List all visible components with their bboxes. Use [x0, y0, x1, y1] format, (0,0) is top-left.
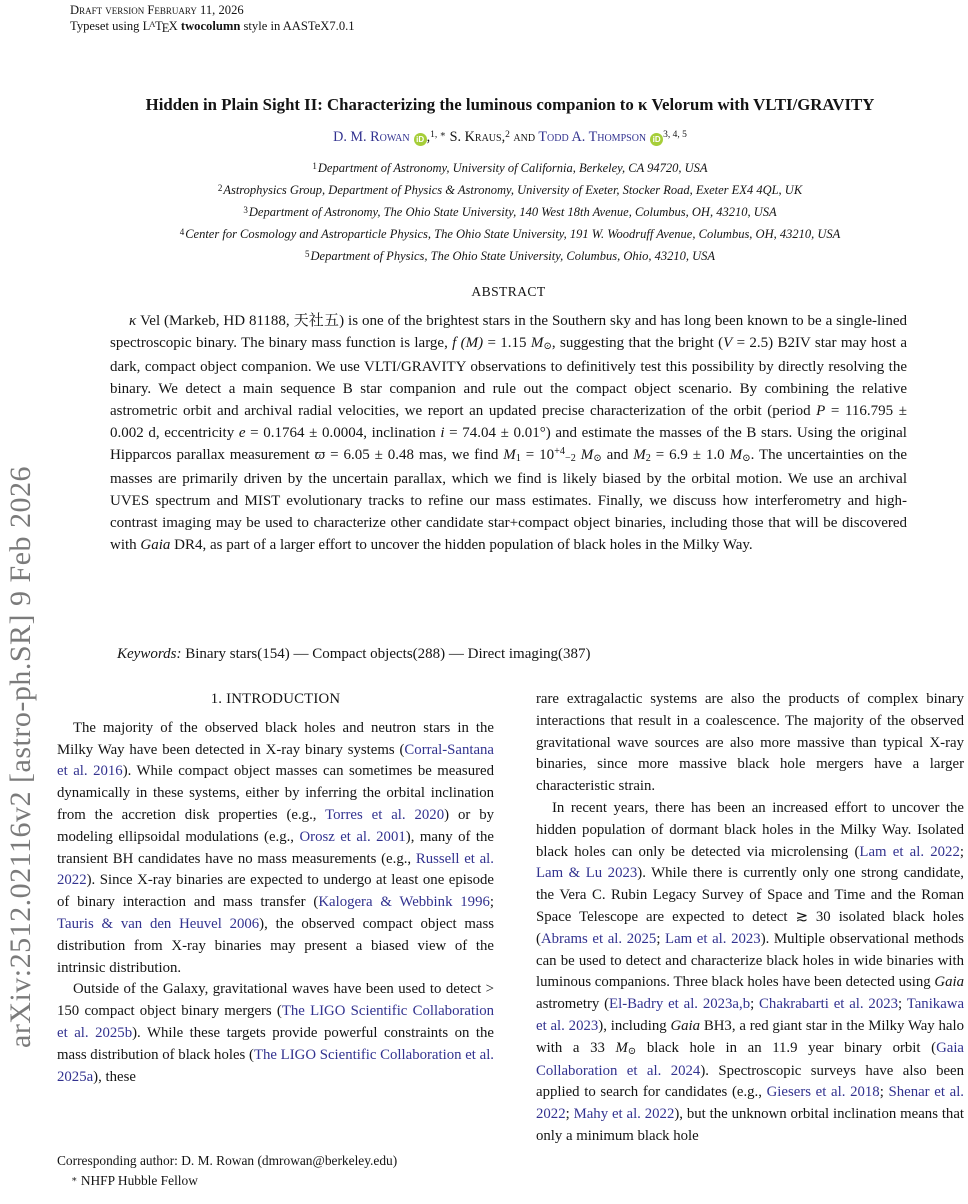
citation-link[interactable]: Shenar et al. 2022 — [536, 1084, 964, 1123]
keywords-line — [117, 646, 917, 663]
intro-right-column — [536, 689, 964, 1204]
text-segment: = 2.5) B2IV star may host a dark, compact object companion. We use VLTI/GRAVITY observations to definitively test this possibility by directly resolving the binary. We detect a main sequence B star companion and rule out the compact object scenario. By combining the relative astrometric orbit and archival radial velocities, we report an updated precise characterization of the orbit (period — [110, 335, 907, 419]
italic-text: ϖ — [314, 447, 326, 463]
author-conjunction: and — [513, 129, 536, 145]
text-segment: = 6.05 ± 0.48 mas, we find — [325, 447, 504, 463]
text-segment: ). While compact object masses can sometimes be measured dynamically in these systems, either by inferring the orbital inclination from the accretion disk properties (e.g., — [57, 763, 494, 823]
text-segment: ; — [898, 996, 907, 1013]
affiliation-4: $^4$Center for Cosmology and Astroparticle Physics, The Ohio State University, 191 W. Woodruff Avenue, Columbus, OH, 43210, USA — [179, 227, 841, 241]
citation-link[interactable]: Gaia Collaboration et al. 2024 — [536, 1039, 964, 1079]
subscript-text: 2 — [645, 452, 651, 464]
text-segment: ), the observed compact object mass distribution from X-ray binaries may present a biased view of the intrinsic distribution. — [57, 915, 494, 976]
footnote-marker: ∗ — [71, 1175, 78, 1185]
italic-text: κ — [129, 313, 137, 329]
citation-link[interactable]: El-Badry et al. 2023a,b — [609, 996, 751, 1013]
italic-text: M — [503, 447, 516, 463]
author-affil-marks: 3, 4, 5 — [663, 130, 687, 140]
italic-text: f (M) — [452, 335, 484, 351]
text-segment: = 0.1764 ± 0.0004, inclination — [245, 425, 441, 441]
superscript-text: +4 — [554, 446, 565, 458]
text-segment: Vel (Markeb, HD 81188, 天社五) is one of the brightest stars in the Southern sky and has long been known to be a single-lined spectroscopic binary. The binary mass function is large, — [110, 313, 907, 351]
citation-link[interactable]: Giesers et al. 2018 — [766, 1084, 880, 1101]
intro-paragraph-2 — [57, 979, 494, 1088]
abstract-heading: ABSTRACT — [471, 284, 546, 299]
subscript-text: ⊙ — [543, 340, 552, 352]
text-segment: = 6.9 ± 1.0 — [650, 447, 730, 463]
citation-link[interactable]: Tauris & van den Heuvel 2006 — [57, 915, 260, 932]
text-segment: ). While these targets provide powerful constraints on the mass distribution of black holes ( — [57, 1024, 494, 1063]
subscript-text: ⊙ — [593, 452, 602, 464]
text-segment: The majority of the observed black holes and neutron stars in the Milky Way have been detected in X-ray binary systems ( — [57, 719, 494, 758]
text-segment: = 74.04 ± 0.01°) and estimate the masses of the B stars. Using the original Hipparcos parallax measurement — [110, 425, 907, 463]
text-segment: ). Since X-ray binaries are expected to undergo at least one episode of binary interaction and mass transfer ( — [57, 872, 494, 911]
keywords-text: Binary stars(154) — Compact objects(288) — Direct imaging(387) — [181, 646, 591, 662]
draft-version-line: Draft version February 11, 2026 — [70, 3, 244, 17]
italic-text: Gaia — [140, 537, 171, 553]
text-segment: astrometry ( — [536, 996, 610, 1013]
footnote-block — [57, 1151, 494, 1193]
text-segment: ), but the unknown orbital inclination means that only a minimum black hole — [536, 1106, 964, 1144]
text-segment: ; — [959, 843, 964, 860]
text-segment: black hole in an 11.9 year binary orbit ( — [636, 1039, 937, 1056]
draft-header — [70, 3, 355, 35]
italic-text: M — [580, 447, 594, 463]
intro-left-column — [57, 689, 494, 1149]
author-name-rowan[interactable]: D. M. Rowan — [333, 129, 410, 145]
author-separator: , — [501, 129, 506, 145]
citation-link[interactable]: The LIGO Scientific Collaboration et al. 2025a — [57, 1046, 494, 1085]
typeset-prefix: Typeset using — [70, 18, 143, 33]
italic-text: Gaia — [670, 1017, 701, 1034]
arxiv-id-banner: arXiv:2512.02116v2 [astro-ph.SR] 9 Feb 2026 — [4, 465, 37, 1048]
text-segment: ; — [565, 1106, 574, 1123]
author-affil-marks: 1, ∗ — [430, 130, 447, 140]
italic-text: M — [530, 335, 544, 351]
text-segment: ; — [879, 1084, 889, 1101]
italic-text: M — [633, 447, 646, 463]
text-segment: rare extragalactic systems are also the products of complex binary interactions that result in a coalescence. The majority of the observed gravitational wave sources are also more massive than typical X-ray binaries, since more massive black hole mergers have a larger characteristic strain. — [536, 691, 964, 795]
text-segment: , suggesting that the bright ( — [551, 335, 724, 351]
italic-text: i — [440, 425, 445, 441]
keywords-label: Keywords: — [117, 646, 182, 662]
section-heading-introduction: 1. INTRODUCTION — [210, 691, 341, 707]
intro-paragraph-2-continued — [536, 689, 964, 798]
text-segment: . The uncertainties on the masses are primarily driven by the uncertain parallax, which we find is likely biased by the orbital motion. We use an archival UVES spectrum and MIST evolutionary tracks to refine our mass estimates. Finally, we discuss how interferometry and high-contrast imaging may be used to characterize other candidate star+compact object binaries, including those that will be discovered with — [110, 447, 908, 553]
latex-logo: $L^ATEX$ — [142, 18, 178, 36]
italic-text: Gaia — [934, 974, 964, 991]
text-segment: and — [601, 447, 634, 463]
affiliation-list — [57, 158, 963, 268]
abstract-text — [110, 310, 907, 556]
italic-text: e — [238, 425, 246, 441]
fellowship-note: ∗ NHFP Hubble Fellow — [71, 1173, 198, 1188]
text-segment: In recent years, there has been an increased effort to uncover the hidden population of dormant black holes in the Milky Way. Isolated black holes can only be detected via microlensing ( — [536, 799, 964, 860]
citation-link[interactable]: Lam et al. 2023 — [665, 930, 761, 947]
text-segment: ). Spectroscopic surveys have also been applied to search for candidates (e.g., — [536, 1062, 964, 1101]
orcid-icon[interactable]: iD — [650, 133, 663, 146]
citation-link[interactable]: Corral-Santana et al. 2016 — [57, 741, 494, 780]
text-segment: ; — [750, 996, 760, 1013]
text-segment: ). While there is currently only one strong candidate, the Vera C. Rubin Legacy Survey of Space and Time and the Roman Space Telescope are expected to detect ≳ 30 isolated black holes ( — [536, 865, 964, 947]
text-segment: ; — [656, 930, 666, 947]
citation-link[interactable]: Mahy et al. 2022 — [573, 1106, 675, 1123]
text-segment: ). Multiple observational methods can be used to detect and characterize black holes in wide binaries with luminous companions. Three black holes have been detected using — [536, 930, 964, 991]
citation-link[interactable]: Torres et al. 2020 — [325, 806, 445, 823]
citation-link[interactable]: Chakrabarti et al. 2023 — [759, 996, 899, 1013]
author-name-kraus: S. Kraus — [449, 129, 502, 145]
typeset-suffix: style in AASTeX7.0.1 — [240, 18, 355, 33]
italic-text: V — [723, 335, 733, 351]
citation-link[interactable]: Lam & Lu 2023 — [536, 865, 638, 882]
affiliation-3: $^3$Department of Astronomy, The Ohio State University, 140 West 18th Avenue, Columbus, OH, 43210, USA — [243, 205, 777, 219]
italic-text: P — [816, 403, 826, 419]
text-segment: ) or by modeling ellipsoidal modulations (e.g., — [57, 806, 494, 845]
subscript-text: 1 — [515, 452, 521, 464]
citation-link[interactable]: Tanikawa et al. 2023 — [536, 996, 964, 1034]
paper-title: Hidden in Plain Sight II: Characterizing the luminous companion to κ Velorum with VLTI/GRAVITY — [145, 95, 875, 114]
intro-paragraph-3 — [536, 798, 964, 1148]
citation-link[interactable]: Russell et al. 2022 — [57, 850, 494, 889]
italic-text: M — [729, 447, 743, 463]
affiliation-5: $^5$Department of Physics, The Ohio State University, Columbus, Ohio, 43210, USA — [305, 249, 715, 263]
corresponding-author-note: Corresponding author: D. M. Rowan (dmrowan@berkeley.edu) — [57, 1153, 398, 1168]
author-name-thompson[interactable]: Todd A. Thompson — [538, 129, 647, 145]
citation-link[interactable]: The LIGO Scientific Collaboration et al. 2025b — [57, 1003, 494, 1041]
abstract-section — [110, 284, 907, 556]
subscript-text: ⊙ — [742, 452, 751, 464]
text-segment: = 116.795 ± 0.002 d, eccentricity — [110, 403, 907, 441]
typeset-style-name: twocolumn — [180, 18, 241, 33]
citation-link[interactable]: Orosz et al. 2001 — [299, 828, 406, 845]
text-segment: = 1.15 — [483, 335, 531, 351]
affiliation-2: $^2$Astrophysics Group, Department of Physics & Astronomy, University of Exeter, Stocker Road, Exeter EX4 4QL, UK — [217, 183, 803, 197]
text-segment: DR4, as part of a larger effort to uncover the hidden population of black holes in the Milky Way. — [170, 537, 753, 553]
citation-link[interactable]: Lam et al. 2022 — [859, 843, 960, 860]
citation-link[interactable]: Abrams et al. 2025 — [540, 930, 657, 947]
text-segment: ), including — [598, 1017, 671, 1034]
masthead — [57, 95, 963, 268]
text-segment: ), many of the transient BH candidates have no mass measurements (e.g., — [57, 828, 494, 867]
author-separator: , — [426, 129, 431, 145]
italic-text: M — [615, 1039, 628, 1056]
affiliation-1: $^1$Department of Astronomy, University of California, Berkeley, CA 94720, USA — [312, 161, 708, 175]
text-segment: ), these — [93, 1068, 136, 1085]
author-line — [57, 129, 963, 146]
citation-link[interactable]: Kalogera & Webbink 1996 — [318, 894, 490, 911]
text-segment: = 10 — [520, 447, 555, 463]
text-segment: BH3, a red giant star in the Milky Way halo with a 33 — [536, 1017, 964, 1056]
author-affil-marks: 2 — [505, 130, 510, 140]
subscript-text: −2 — [564, 452, 576, 464]
text-segment: ; — [489, 894, 494, 911]
orcid-icon[interactable]: iD — [414, 133, 427, 146]
subscript-text: ⊙ — [627, 1045, 637, 1057]
intro-paragraph-1 — [57, 718, 494, 980]
typeset-line — [70, 19, 355, 36]
text-segment: Outside of the Galaxy, gravitational waves have been used to detect > 150 compact object binary mergers ( — [57, 981, 494, 1020]
